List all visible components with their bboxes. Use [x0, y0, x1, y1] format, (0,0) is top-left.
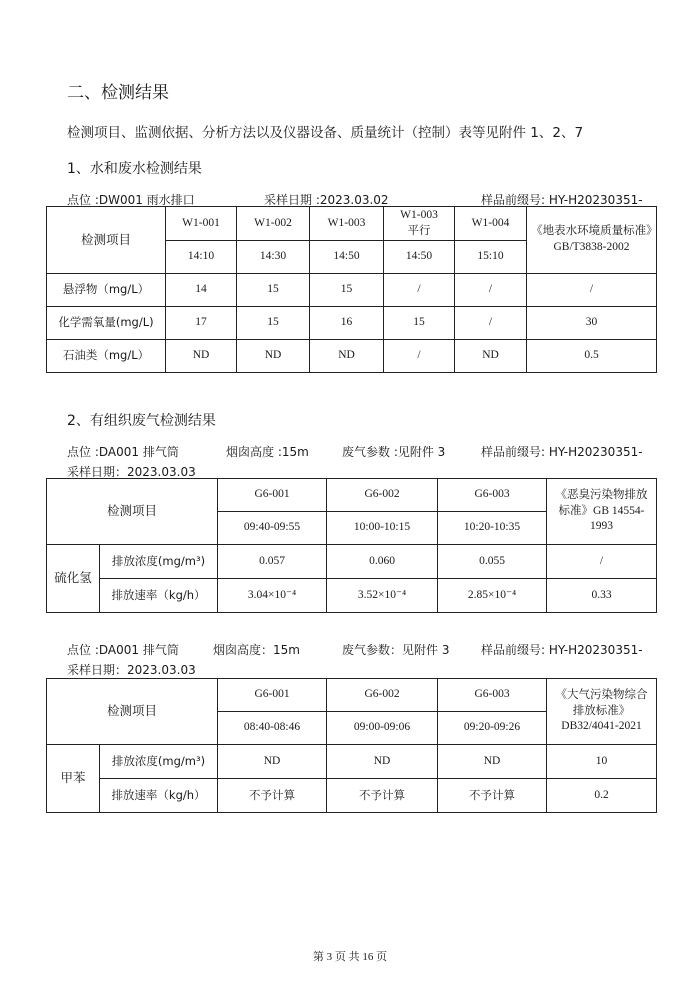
value-cell: 0.060 — [327, 545, 438, 579]
value-cell: ND — [237, 340, 310, 373]
table-row — [47, 340, 657, 373]
item-name: 化学需氧量(mg/L) — [47, 307, 166, 340]
pollutant-name: 甲苯 — [47, 745, 100, 813]
value-cell: 0.055 — [438, 545, 547, 579]
gas2-standard: 《大气污染物综合排放标准》DB32/4041-2021 — [547, 679, 657, 745]
sample-id: G6-001 — [218, 479, 327, 512]
sample-id: W1-002 — [237, 207, 310, 241]
gas1-point: 点位 :DA001 排气筒 — [67, 445, 179, 459]
limit-cell: 0.33 — [547, 579, 657, 613]
sample-id: W1-001 — [166, 207, 237, 241]
sample-time: 15:10 — [455, 241, 527, 274]
value-cell: 15 — [237, 307, 310, 340]
water-results-table — [46, 206, 657, 373]
water-sample-prefix: 样品前缀号: HY-H20230351- — [481, 193, 643, 207]
gas2-params: 废气参数：见附件 3 — [342, 643, 450, 657]
sample-id: G6-001 — [218, 679, 327, 712]
table-row — [47, 307, 657, 340]
sample-time: 09:40-09:55 — [218, 512, 327, 545]
sample-time: 09:20-09:26 — [438, 712, 547, 745]
table-row — [47, 745, 657, 779]
item-name: 石油类（mg/L） — [47, 340, 166, 373]
value-cell: 3.52×10⁻⁴ — [327, 579, 438, 613]
gas-section-title: 2、有组织废气检测结果 — [67, 413, 216, 429]
value-cell: 14 — [166, 274, 237, 307]
limit-cell: 10 — [547, 745, 657, 779]
sample-time: 14:10 — [166, 241, 237, 274]
limit-cell: / — [547, 545, 657, 579]
table-row — [47, 579, 657, 613]
section-title: 二、检测结果 — [67, 83, 169, 103]
table-row — [47, 545, 657, 579]
value-cell: / — [455, 307, 527, 340]
value-cell: / — [455, 274, 527, 307]
value-cell: ND — [455, 340, 527, 373]
value-cell: 不予计算 — [438, 779, 547, 813]
toluene-results-table — [46, 678, 657, 813]
value-cell: ND — [438, 745, 547, 779]
gas1-standard: 《恶臭污染物排放标准》GB 14554-1993 — [547, 479, 657, 545]
sample-time: 10:00-10:15 — [327, 512, 438, 545]
value-cell: 不予计算 — [327, 779, 438, 813]
sample-id: G6-002 — [327, 679, 438, 712]
value-cell: 15 — [384, 307, 455, 340]
value-cell: 0.057 — [218, 545, 327, 579]
limit-cell: 0.5 — [527, 340, 657, 373]
item-name: 排放浓度(mg/m³) — [100, 745, 218, 779]
limit-cell: / — [527, 274, 657, 307]
h2s-results-table — [46, 478, 657, 613]
value-cell: 16 — [310, 307, 384, 340]
item-name: 排放速率（kg/h） — [100, 779, 218, 813]
gas2-sample-prefix: 样品前缀号: HY-H20230351- — [481, 643, 643, 657]
sample-id: G6-003 — [438, 679, 547, 712]
table-row — [47, 779, 657, 813]
header-item: 检测项目 — [47, 207, 166, 274]
gas1-sample-prefix: 样品前缀号: HY-H20230351- — [481, 445, 643, 459]
value-cell: ND — [166, 340, 237, 373]
sample-id: G6-002 — [327, 479, 438, 512]
header-item: 检测项目 — [47, 679, 218, 745]
sample-time: 10:20-10:35 — [438, 512, 547, 545]
pollutant-name: 硫化氢 — [47, 545, 100, 613]
value-cell: ND — [218, 745, 327, 779]
sample-id: W1-003 — [310, 207, 384, 241]
gas2-stack-height: 烟囱高度：15m — [213, 643, 300, 657]
value-cell: / — [384, 340, 455, 373]
sample-time: 14:50 — [310, 241, 384, 274]
value-cell: 2.85×10⁻⁴ — [438, 579, 547, 613]
limit-cell: 30 — [527, 307, 657, 340]
header-item: 检测项目 — [47, 479, 218, 545]
water-point: 点位 :DW001 雨水排口 — [67, 193, 195, 207]
sample-time: 14:30 — [237, 241, 310, 274]
value-cell: / — [384, 274, 455, 307]
item-name: 排放速率（kg/h） — [100, 579, 218, 613]
value-cell: 15 — [310, 274, 384, 307]
gas2-point: 点位 :DA001 排气筒 — [67, 643, 179, 657]
water-standard: 《地表水环境质量标准》GB/T3838-2002 — [527, 207, 657, 274]
value-cell: ND — [310, 340, 384, 373]
sample-id: G6-003 — [438, 479, 547, 512]
water-sample-date: 采样日期 :2023.03.02 — [264, 193, 389, 207]
sample-id: W1-003 平行 — [384, 207, 455, 241]
table-row — [47, 274, 657, 307]
gas2-sample-date: 采样日期：2023.03.03 — [67, 663, 196, 677]
value-cell: 不予计算 — [218, 779, 327, 813]
item-name: 悬浮物（mg/L） — [47, 274, 166, 307]
gas1-sample-date: 采样日期：2023.03.03 — [67, 465, 196, 479]
limit-cell: 0.2 — [547, 779, 657, 813]
page-footer: 第 3 页 共 16 页 — [312, 951, 388, 963]
gas1-stack-height: 烟囱高度 :15m — [226, 445, 309, 459]
intro-text: 检测项目、监测依据、分析方法以及仪器设备、质量统计（控制）表等见附件 1、2、7 — [67, 125, 584, 141]
value-cell: ND — [327, 745, 438, 779]
water-section-title: 1、水和废水检测结果 — [67, 161, 202, 177]
sample-time: 14:50 — [384, 241, 455, 274]
item-name: 排放浓度(mg/m³) — [100, 545, 218, 579]
gas1-params: 废气参数 :见附件 3 — [342, 445, 446, 459]
value-cell: 17 — [166, 307, 237, 340]
value-cell: 15 — [237, 274, 310, 307]
sample-time: 08:40-08:46 — [218, 712, 327, 745]
value-cell: 3.04×10⁻⁴ — [218, 579, 327, 613]
sample-time: 09:00-09:06 — [327, 712, 438, 745]
sample-id: W1-004 — [455, 207, 527, 241]
